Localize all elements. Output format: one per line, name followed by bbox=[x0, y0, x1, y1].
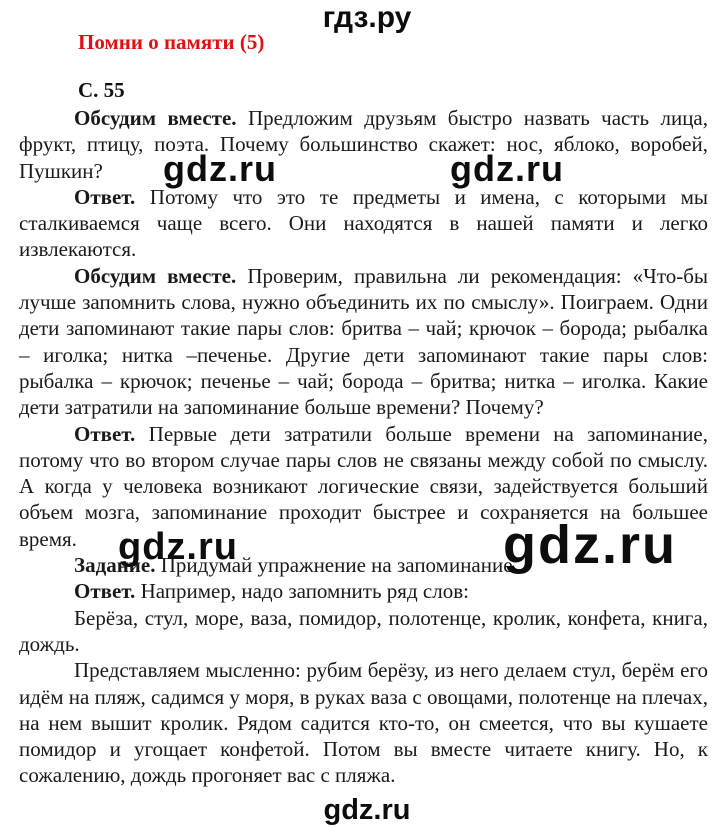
paragraph bbox=[19, 263, 708, 421]
page-number-label: С. 55 bbox=[78, 78, 125, 102]
site-logo-footer: gdz.ru bbox=[323, 794, 411, 826]
site-logo-header: гдз.ру bbox=[322, 1, 412, 34]
paragraph-lead: Ответ. bbox=[74, 421, 136, 446]
paragraph-lead: Обсудим вместе. bbox=[74, 106, 237, 130]
paragraph bbox=[19, 578, 708, 604]
gdz-watermark: gdz.ru bbox=[118, 526, 238, 568]
paragraph-lead: Обсудим вместе. bbox=[74, 263, 237, 288]
paragraph-text: Предложим друзьям быстро назвать часть лица, фрукт, птицу, поэта. Почему большинство скажет: нос, яблоко, воробей, Пушкин? bbox=[19, 106, 709, 183]
paragraph bbox=[19, 605, 708, 658]
paragraph-text: Первые дети затратили больше времени на запоминание, потому что во втором случае пары слов не связаны между собой по смыслу. А когда у человека возникают логические связи, задействуется больший объем мозга, запоминание проходит быстрее и сохраняется на большее время. bbox=[19, 421, 708, 551]
paragraph-lead: Ответ. bbox=[74, 579, 136, 604]
paragraph bbox=[19, 105, 708, 184]
paragraph-text: Например, надо запомнить ряд слов: bbox=[140, 579, 469, 604]
paragraph-text: Потому что это те предметы и имена, с которыми мы сталкиваемся чаще всего. Они находятся в нашей памяти и легко извлекаются. bbox=[19, 184, 708, 262]
paragraph-lead: Ответ. bbox=[74, 184, 136, 209]
page-title: Помни о памяти (5) bbox=[78, 30, 265, 54]
paragraph-lead: Задание. bbox=[74, 553, 156, 578]
gdz-watermark: gdz.ru bbox=[450, 148, 564, 189]
paragraph bbox=[19, 184, 708, 263]
paragraph-text: Проверим, правильна ли рекомендация: «Что-бы лучше запомнить слова, нужно объединить их по смыслу». Поиграем. Одни дети запоминают такие пары слов: бритва – чай; крючок – борода; рыбалка – иголка; нитка –печенье. Другие дети запоминают такие пары слов: рыбалка – крючок; печенье – чай; борода – бритва; нитка – иголка. Какие дети затратили на запоминание больше времени? Почему? bbox=[19, 263, 709, 420]
paragraph bbox=[19, 657, 708, 788]
gdz-watermark: gdz.ru bbox=[163, 148, 277, 189]
paragraph-text: Представляем мысленно: рубим берёзу, из него делаем стул, берём его идём на пляж, садимся у моря, в руках ваза с овощами, полотенце на плечах, на нем вышит кролик. Рядом садится кто-то, он смеется, что вы кушаете помидор и угощает конфетой. Потом вы вместе читаете книгу. Но, к сожалению, дождь прогоняет вас с пляжа. bbox=[19, 658, 708, 788]
paragraph-text: Придумай упражнение на запоминание. bbox=[160, 553, 518, 578]
paragraph-text: Берёза, стул, море, ваза, помидор, полотенце, кролик, конфета, книга, дождь. bbox=[19, 605, 708, 656]
gdz-watermark: gdz.ru bbox=[503, 515, 677, 575]
solution-text bbox=[19, 105, 708, 789]
